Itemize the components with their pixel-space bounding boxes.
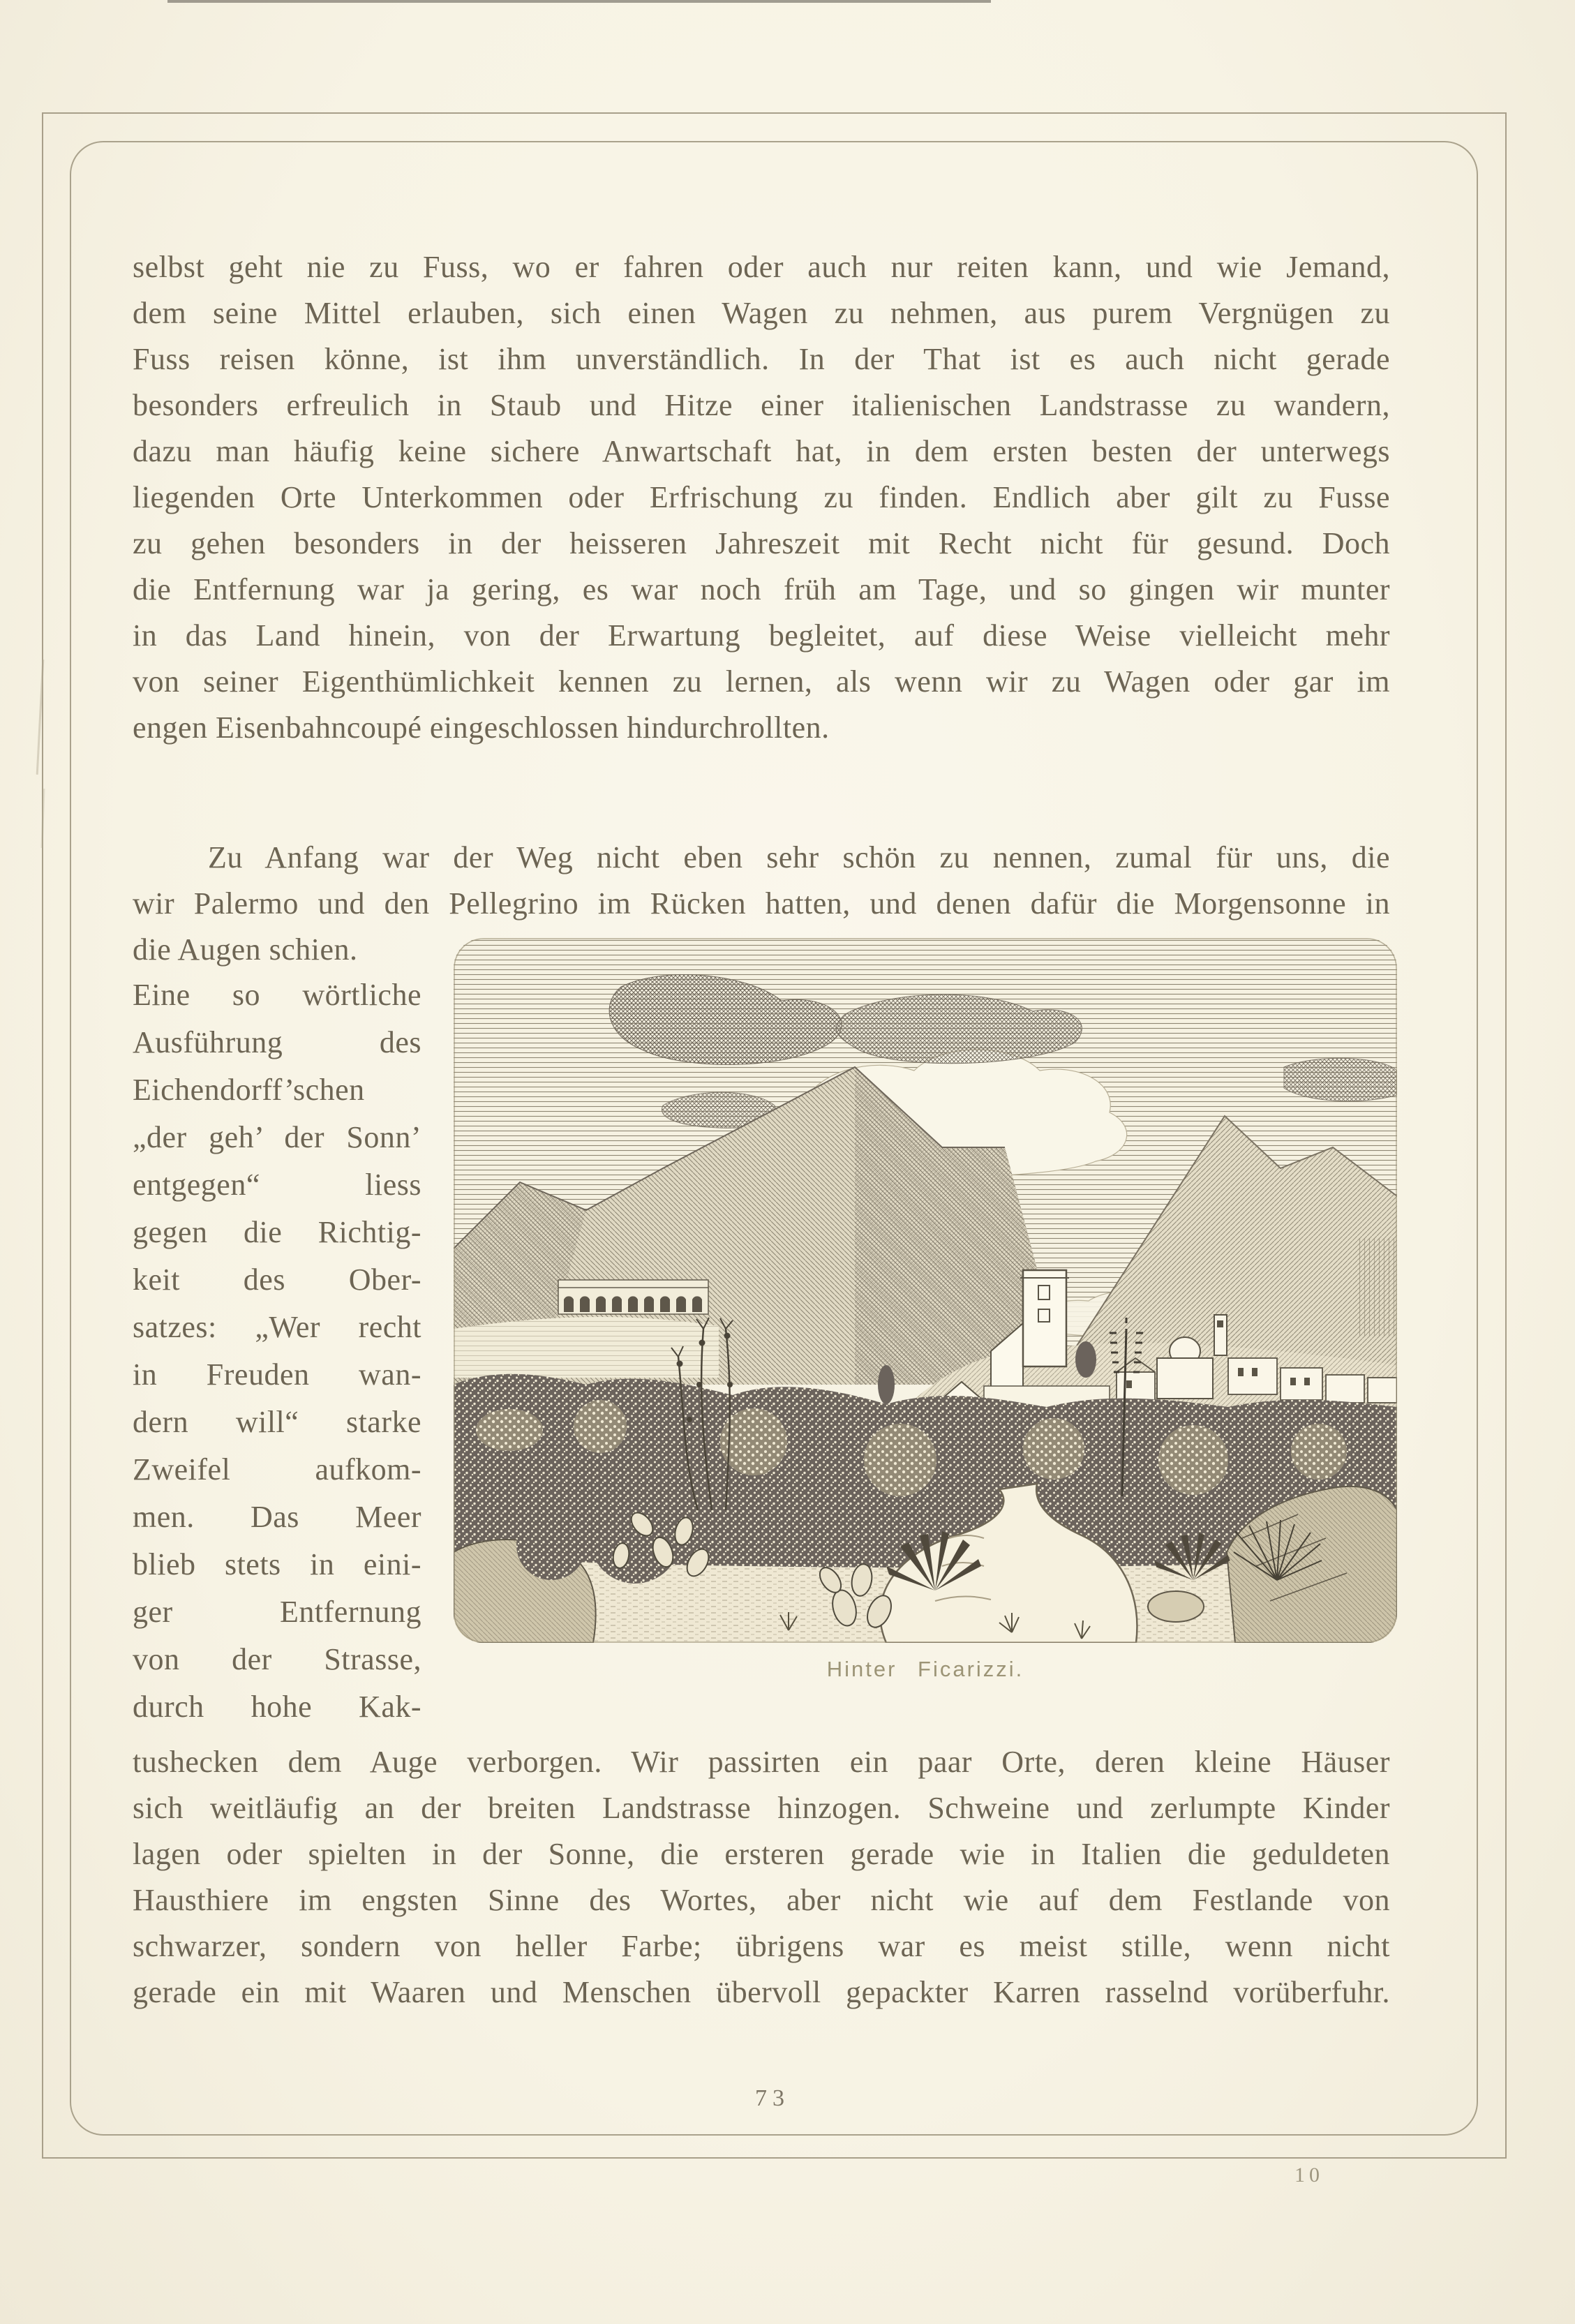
- text-line: selbst geht nie zu Fuss, wo er fahren oder auch nur reiten kann, und wie Jemand,: [133, 250, 1390, 284]
- text-line: liegenden Orte Unterkommen oder Erfrischung zu finden. Endlich aber gilt zu Fusse: [133, 480, 1390, 514]
- text-line: men. Das Meer: [133, 1500, 421, 1534]
- page-number: 73: [755, 2085, 790, 2111]
- text-line: satzes: „Wer recht: [133, 1310, 421, 1344]
- text-line: engen Eisenbahncoupé eingeschlossen hindurchrollten.: [133, 710, 830, 745]
- text-line: von der Strasse,: [133, 1642, 421, 1676]
- text-line: Hausthiere im engsten Sinne des Wortes, aber nicht wie auf dem Festlande von: [133, 1883, 1390, 1917]
- text-line: tushecken dem Auge verborgen. Wir passirten ein paar Orte, deren kleine Häuser: [133, 1745, 1390, 1779]
- text-line: dern will“ starke: [133, 1405, 421, 1439]
- text-line: lagen oder spielten in der Sonne, die ersteren gerade wie in Italien die geduldeten: [133, 1837, 1390, 1871]
- text-line: Eichendorff’schen: [133, 1073, 365, 1107]
- text-line: ger Entfernung: [133, 1595, 421, 1629]
- text-line: gegen die Richtig-: [133, 1215, 421, 1249]
- text-line: entgegen“ liess: [133, 1168, 421, 1202]
- paragraph-1: [133, 244, 1390, 751]
- text-line: in Freuden wan-: [133, 1357, 421, 1392]
- column-beside-image: [133, 971, 421, 1731]
- scan-edge-artifact: [167, 0, 991, 3]
- text-line: sich weitläufig an der breiten Landstrasse hinzogen. Schweine und zerlumpte Kinder: [133, 1791, 1390, 1825]
- text-line: Eine so wörtliche: [133, 978, 421, 1012]
- signature-mark: 10: [1294, 2163, 1324, 2187]
- text-line: Ausführung des: [133, 1025, 421, 1059]
- text-line: Fuss reisen könne, ist ihm unverständlich. In der That ist es auch nicht gerade: [133, 342, 1390, 376]
- illustration-caption: Hinter Ficarizzi.: [826, 1657, 1024, 1681]
- text-line: besonders erfreulich in Staub und Hitze einer italienischen Landstrasse zu wandern,: [133, 388, 1390, 422]
- text-line: Zweifel aufkom-: [133, 1452, 421, 1487]
- text-line: gerade ein mit Waaren und Menschen übervoll gepackter Karren rasselnd vorüberfuhr.: [133, 1975, 1390, 2009]
- text-line: wir Palermo und den Pellegrino im Rücken hatten, und denen dafür die Morgensonne in: [133, 886, 1390, 921]
- engraving-svg: [454, 938, 1397, 1643]
- text-line: in das Land hinein, von der Erwartung begleitet, auf diese Weise vielleicht mehr: [133, 618, 1390, 653]
- text-line: dazu man häufig keine sichere Anwartschaft hat, in dem ersten besten der unterwegs: [133, 434, 1390, 468]
- text-line: „der geh’ der Sonn’: [133, 1120, 421, 1154]
- aqueduct: [558, 1280, 708, 1314]
- text-line: die Entfernung war ja gering, es war noch früh am Tage, und so gingen wir munter: [133, 572, 1390, 606]
- text-line: zu gehen besonders in der heisseren Jahreszeit mit Recht nicht für gesund. Doch: [133, 526, 1390, 560]
- illustration-engraving: [454, 938, 1397, 1643]
- text-line: blieb stets in eini-: [133, 1547, 421, 1581]
- text-line: dem seine Mittel erlauben, sich einen Wagen zu nehmen, aus purem Vergnügen zu: [133, 296, 1390, 330]
- text-line: durch hohe Kak-: [133, 1690, 421, 1724]
- text-line: schwarzer, sondern von heller Farbe; übrigens war es meist stille, wenn nicht: [133, 1929, 1390, 1963]
- text-line: Zu Anfang war der Weg nicht eben sehr schön zu nennen, zumal für uns, die: [208, 840, 1390, 874]
- text-line: keit des Ober-: [133, 1262, 421, 1297]
- text-line: von seiner Eigenthümlichkeit kennen zu lernen, als wenn wir zu Wagen oder gar im: [133, 664, 1390, 699]
- text-line: die Augen schien.: [133, 932, 358, 967]
- paragraph-3: [133, 1739, 1390, 2016]
